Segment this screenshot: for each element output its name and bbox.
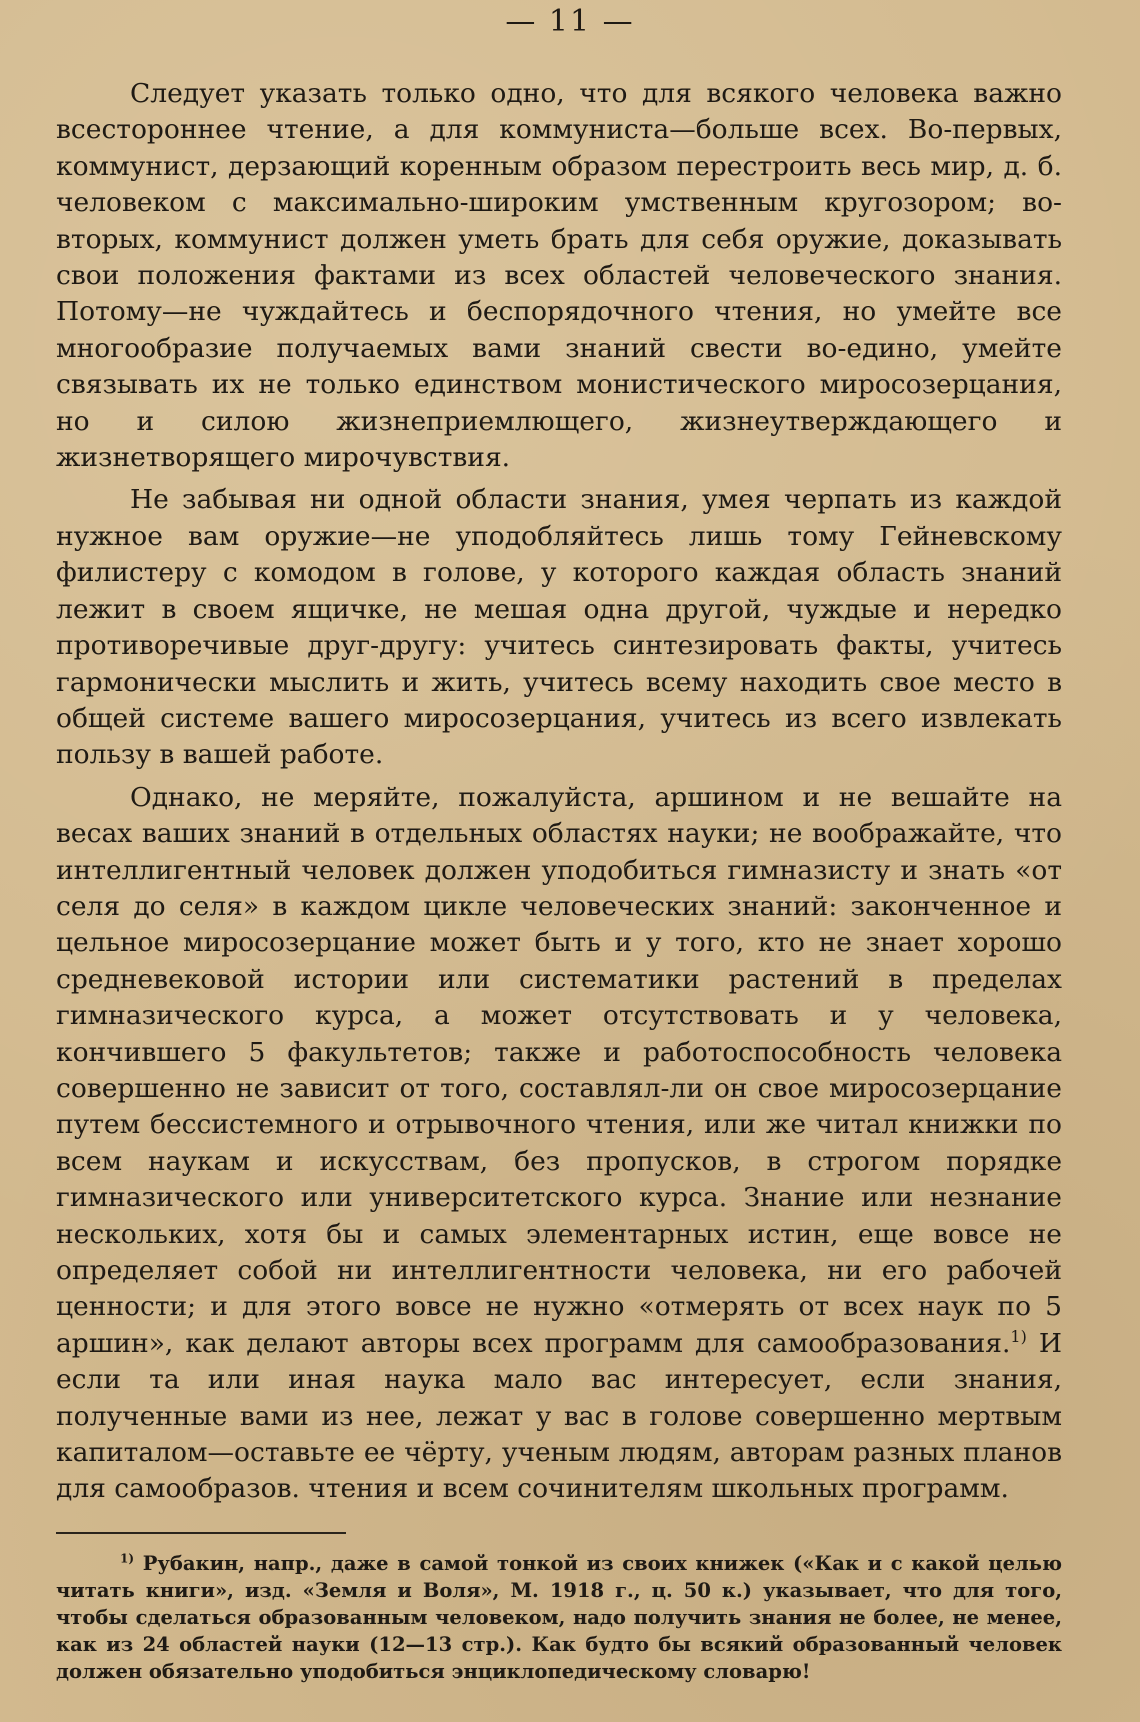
paragraph-3-tail: И если та или иная наука мало вас интересует, если знания, полученные вами из нее, лежат у вас в голове совершенно мертвым капиталом—оставьте ее чёрту, ученым людям, авторам разных планов для самообразов. чтения и всем сочинителям школьных программ. bbox=[56, 1327, 1062, 1505]
footnote-text: Рубакин, напр., даже в самой тонкой из своих книжек («Как и с какой целью читать книги», изд. «Земля и Воля», М. 1918 г., ц. 50 к.) указывает, что для того, чтобы сделаться образованным человеком, надо получить знания не более, не менее, как из 24 областей науки (12—13 стр.). Как будто бы всякий образованный человек должен обязательно уподобиться энциклопедическому словарю! bbox=[56, 1552, 1062, 1683]
footnote bbox=[56, 1550, 1062, 1685]
paragraph-3-text: Однако, не меряйте, пожалуйста, аршином и не вешайте на весах ваших знаний в отдельных областях науки; не воображайте, что интеллигентный человек должен уподобиться гимназисту и знать «от селя до селя» в каждом цикле человеческих знаний: законченное и цельное миросозерцание может быть и у того, кто не знает хорошо средневековой истории или систематики растений в пределах гимназического курса, а может отсутствовать и у человека, кончившего 5 факультетов; также и работоспособность человека совершенно не зависит от того, составлял-ли он свое миросозерцание путем бессистемного и отрывочного чтения, или же читал книжки по всем наукам и искусствам, без пропусков, в строгом порядке гимназического или университетского курса. Знание или незнание нескольких, хотя бы и самых элементарных истин, еще вовсе не определяет собой ни интеллигентности человека, ни его рабочей ценности; и для этого вовсе не нужно «отмерять от всех наук по 5 аршин», как делают авторы всех программ для самообразования. bbox=[56, 781, 1062, 1359]
paragraph-3 bbox=[56, 780, 1062, 1508]
footnote-marker: 1) bbox=[120, 1551, 135, 1566]
footnote-divider bbox=[56, 1532, 346, 1534]
paragraph-1: Следует указать только одно, что для всякого человека важно всестороннее чтение, а для коммуниста—больше всех. Во-первых, коммунист, дерзающий коренным образом перестроить весь мир, д. б. человеком с максимально-широким умственным кругозором; во-вторых, коммунист должен уметь брать для себя оружие, доказывать свои положения фактами из всех областей человеческого знания. Потому—не чуждайтесь и беспорядочного чтения, но умейте все многообразие получаемых вами знаний свести во-едино, умейте связывать их не только единством монистического миросозерцания, но и силою жизнеприемлющего, жизнеутверждающего и жизнетворящего мирочувствия. bbox=[56, 78, 1062, 474]
page-number: — 11 — bbox=[505, 4, 635, 39]
main-text bbox=[56, 76, 1062, 1514]
footnote-reference: 1) bbox=[1010, 1326, 1027, 1346]
paragraph-2: Не забывая ни одной области знания, умея черпать из каждой нужное вам оружие—не уподобляйтесь лишь тому Гейневскому филистеру с комодом в голове, у которого каждая область знаний лежит в своем ящичке, не мешая одна другой, чуждые и нередко противоречивые друг-другу: учитесь синтезировать факты, учитесь гармонически мыслить и жить, учитесь всему находить свое место в общей системе вашего миросозерцания, учитесь из всего извлекать пользу в вашей работе. bbox=[56, 484, 1062, 771]
